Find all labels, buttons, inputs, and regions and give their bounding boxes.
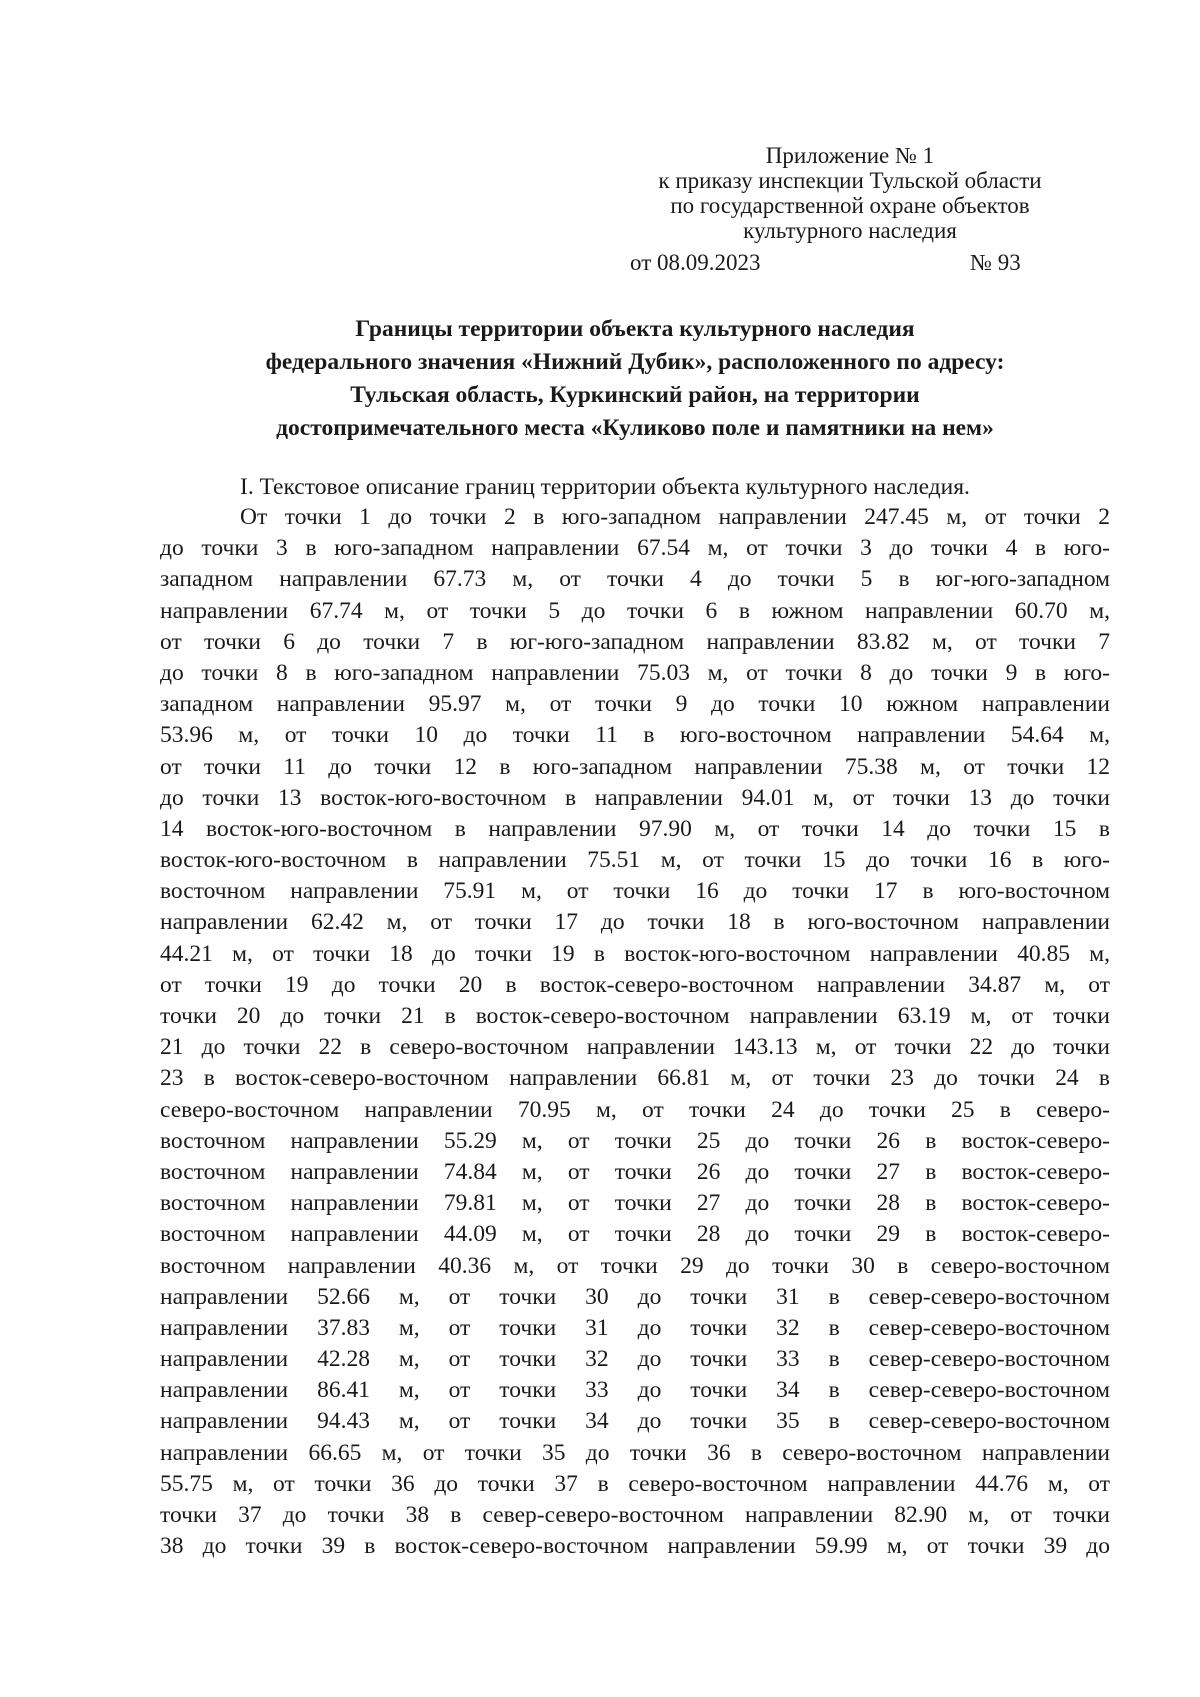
text-line: 14 восток-юго-восточном в направлении 97.90 м, от точки 14 до точки 15 в: [160, 815, 1110, 842]
order-number: № 93: [970, 250, 1021, 275]
text-line: западном направлении 67.73 м, от точки 4 до точки 5 в юг-юго-западном: [160, 566, 1110, 593]
text-line: 23 в восток-северо-восточном направлении 66.81 м, от точки 23 до точки 24 в: [160, 1065, 1110, 1092]
document-title: [160, 313, 1110, 445]
text-line: От точки 1 до точки 2 в юго-западном направлении 247.45 м, от точки 2: [240, 504, 1110, 530]
text-line: от точки 19 до точки 20 в восток-северо-восточном направлении 34.87 м, от: [160, 971, 1110, 998]
appendix-header: [590, 143, 1110, 243]
text-line: восточном направлении 74.84 м, от точки 26 до точки 27 в восток-северо-: [160, 1158, 1110, 1185]
text-line: направлении 67.74 м, от точки 5 до точки 6 в южном направлении 60.70 м,: [160, 597, 1110, 624]
appendix-line: по государственной охране объектов: [670, 193, 1030, 218]
text-line: от точки 11 до точки 12 в юго-западном направлении 75.38 м, от точки 12: [160, 753, 1110, 780]
text-line: направлении 66.65 м, от точки 35 до точки 36 в северо-восточном направлении: [160, 1439, 1110, 1466]
text-line: восточном направлении 75.91 м, от точки 16 до точки 17 в юго-восточном: [160, 878, 1110, 905]
text-line: направлении 42.28 м, от точки 32 до точки 33 в север-северо-восточном: [160, 1346, 1110, 1373]
text-line: западном направлении 95.97 м, от точки 9 до точки 10 южном направлении: [160, 691, 1110, 718]
appendix-line: культурного наследия: [743, 218, 957, 243]
text-line: до точки 3 в юго-западном направлении 67.54 м, от точки 3 до точки 4 в юго-: [160, 535, 1110, 562]
text-line: до точки 13 восток-юго-восточном в направлении 94.01 м, от точки 13 до точки: [160, 784, 1110, 811]
text-line: 53.96 м, от точки 10 до точки 11 в юго-восточном направлении 54.64 м,: [160, 722, 1110, 749]
text-line: северо-восточном направлении 70.95 м, от точки 24 до точки 25 в северо-: [160, 1096, 1110, 1123]
text-line: восток-юго-восточном в направлении 75.51 м, от точки 15 до точки 16 в юго-: [160, 847, 1110, 874]
text-line: направлении 86.41 м, от точки 33 до точки 34 в север-северо-восточном: [160, 1377, 1110, 1404]
title-line: федерального значения «Нижний Дубик», расположенного по адресу:: [265, 349, 1005, 375]
text-line: направлении 52.66 м, от точки 30 до точки 31 в север-северо-восточном: [160, 1283, 1110, 1310]
text-line: восточном направлении 79.81 м, от точки 27 до точки 28 в восток-северо-: [160, 1190, 1110, 1217]
text-line: 44.21 м, от точки 18 до точки 19 в восток-юго-восточном направлении 40.85 м,: [160, 940, 1110, 967]
text-line: до точки 8 в юго-западном направлении 75.03 м, от точки 8 до точки 9 в юго-: [160, 659, 1110, 686]
text-line: точки 37 до точки 38 в север-северо-восточном направлении 82.90 м, от точки: [160, 1502, 1110, 1528]
title-line: Границы территории объекта культурного наследия: [355, 316, 915, 342]
order-date: от 08.09.2023: [630, 250, 761, 275]
text-line: направлении 94.43 м, от точки 34 до точки 35 в север-северо-восточном: [160, 1408, 1110, 1435]
boundary-description: [160, 502, 1110, 1562]
text-line: точки 20 до точки 21 в восток-северо-восточном направлении 63.19 м, от точки: [160, 1003, 1110, 1029]
text-line: 21 до точки 22 в северо-восточном направлении 143.13 м, от точки 22 до точки: [160, 1034, 1110, 1061]
text-line: направлении 62.42 м, от точки 17 до точки 18 в юго-восточном направлении: [160, 909, 1110, 936]
appendix-line: Приложение № 1: [765, 143, 935, 168]
text-line: восточном направлении 40.36 м, от точки 29 до точки 30 в северо-восточном: [160, 1252, 1110, 1279]
text-line: 38 до точки 39 в восток-северо-восточном направлении 59.99 м, от точки 39 до: [160, 1533, 1110, 1560]
text-line: восточном направлении 55.29 м, от точки 25 до точки 26 в восток-северо-: [160, 1127, 1110, 1154]
text-line: восточном направлении 44.09 м, от точки 28 до точки 29 в восток-северо-: [160, 1221, 1110, 1248]
text-line: от точки 6 до точки 7 в юг-юго-западном направлении 83.82 м, от точки 7: [160, 628, 1110, 655]
title-line: достопримечательного места «Куликово поле и памятники на нем»: [276, 415, 994, 441]
text-line: 55.75 м, от точки 36 до точки 37 в северо-восточном направлении 44.76 м, от: [160, 1470, 1110, 1497]
order-date-number: [630, 250, 1050, 276]
title-line: Тульская область, Куркинский район, на территории: [350, 382, 920, 408]
section-heading: I. Текстовое описание границ территории объекта культурного наследия.: [240, 474, 970, 500]
appendix-line: к приказу инспекции Тульской области: [658, 168, 1042, 193]
text-line: направлении 37.83 м, от точки 31 до точки 32 в север-северо-восточном: [160, 1314, 1110, 1341]
